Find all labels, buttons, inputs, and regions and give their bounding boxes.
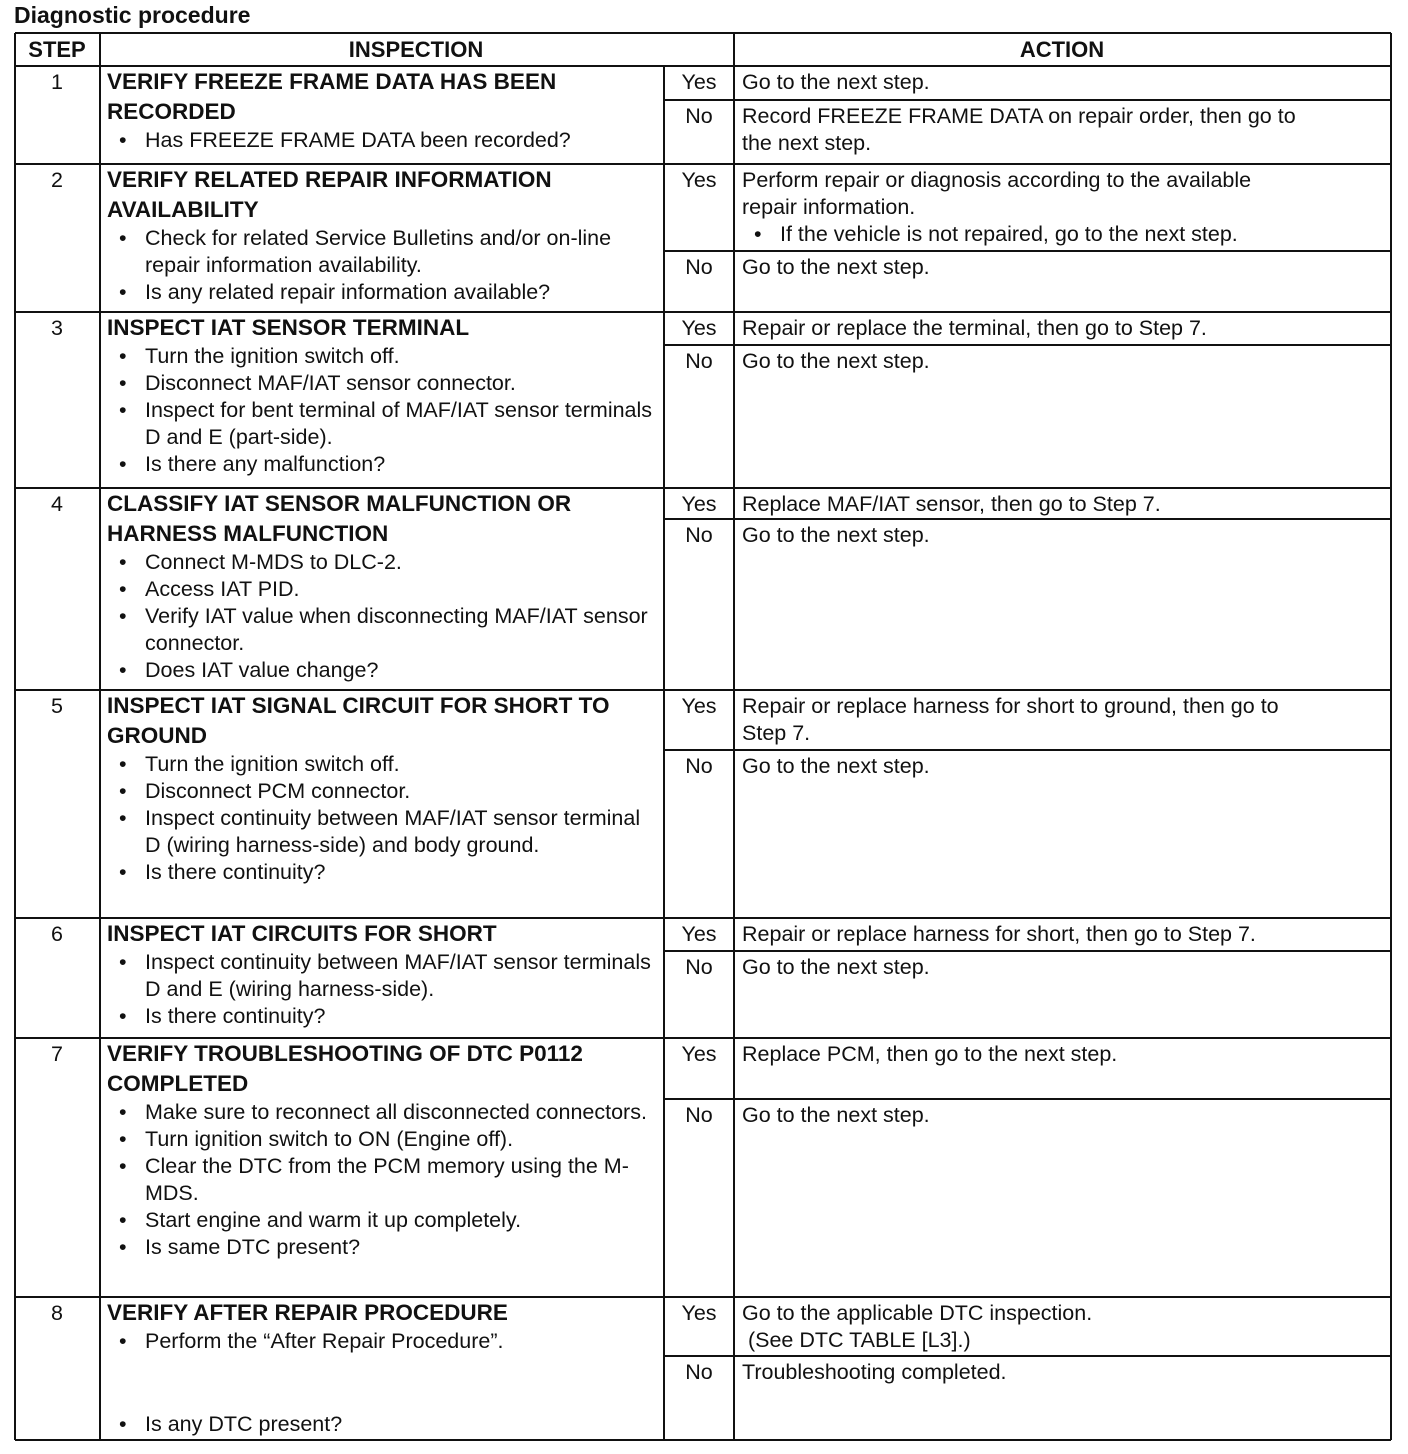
inspection-heading: VERIFY FREEZE FRAME DATA HAS BEEN bbox=[107, 69, 557, 94]
no-label: No bbox=[685, 104, 713, 128]
inspection-list bbox=[107, 225, 654, 306]
no-action bbox=[734, 753, 1392, 780]
step-number: 2 bbox=[51, 168, 63, 192]
inspection-item: • Disconnect MAF/IAT sensor connector. bbox=[107, 370, 654, 397]
inspection-heading: INSPECT IAT SENSOR TERMINAL bbox=[107, 315, 470, 340]
action-line: Go to the next step. bbox=[742, 349, 930, 373]
yes-action bbox=[734, 693, 1392, 747]
inspection-item: • Turn ignition switch to ON (Engine off). bbox=[107, 1126, 654, 1153]
inspection-item: • Start engine and warm it up completely. bbox=[107, 1207, 654, 1234]
inspection-item: • Is there any malfunction? bbox=[107, 451, 654, 478]
inspection-cell bbox=[100, 691, 664, 886]
inspection-list bbox=[107, 127, 654, 154]
no-action bbox=[734, 103, 1392, 157]
inspection-list bbox=[107, 1328, 654, 1438]
inspection-heading: RECORDED bbox=[107, 99, 236, 124]
action-line: (See DTC TABLE [L3].) bbox=[742, 1328, 971, 1352]
header-inspection: INSPECTION bbox=[348, 37, 484, 62]
inspection-heading: GROUND bbox=[107, 723, 207, 748]
no-action bbox=[734, 954, 1392, 981]
yes-label: Yes bbox=[681, 168, 717, 192]
yes-action bbox=[734, 167, 1392, 248]
inspection-item: • Inspect continuity between MAF/IAT sensor terminals D and E (wiring harness-side). bbox=[107, 949, 654, 1003]
action-line: Go to the next step. bbox=[742, 523, 930, 547]
inspection-cell bbox=[100, 919, 664, 1030]
inspection-item: • Is same DTC present? bbox=[107, 1234, 654, 1261]
step-number: 7 bbox=[51, 1042, 63, 1066]
no-action bbox=[734, 348, 1392, 375]
step-number: 8 bbox=[51, 1301, 63, 1325]
no-action bbox=[734, 522, 1392, 549]
spacer bbox=[107, 1355, 654, 1383]
action-line: Go to the next step. bbox=[742, 1103, 930, 1127]
yes-label: Yes bbox=[681, 1301, 717, 1325]
inspection-item: • Turn the ignition switch off. bbox=[107, 751, 654, 778]
inspection-heading: COMPLETED bbox=[107, 1071, 249, 1096]
inspection-item: • Does IAT value change? bbox=[107, 657, 654, 684]
no-label: No bbox=[685, 955, 713, 979]
inspection-cell bbox=[100, 1039, 664, 1261]
inspection-heading: VERIFY AFTER REPAIR PROCEDURE bbox=[107, 1300, 508, 1325]
inspection-item: • Connect M-MDS to DLC-2. bbox=[107, 549, 654, 576]
inspection-list bbox=[107, 1099, 654, 1261]
inspection-list bbox=[107, 751, 654, 886]
yes-label: Yes bbox=[681, 492, 717, 516]
yes-action bbox=[734, 921, 1392, 948]
inspection-heading: AVAILABILITY bbox=[107, 197, 259, 222]
header-step: STEP bbox=[28, 37, 86, 62]
inspection-heading: CLASSIFY IAT SENSOR MALFUNCTION OR bbox=[107, 491, 572, 516]
action-line: Troubleshooting completed. bbox=[742, 1360, 1007, 1384]
inspection-cell bbox=[100, 1298, 664, 1438]
yes-action bbox=[734, 1041, 1392, 1068]
inspection-item: • Is any related repair information available? bbox=[107, 279, 654, 306]
no-action bbox=[734, 1102, 1392, 1129]
yes-action bbox=[734, 491, 1392, 518]
action-line: Replace MAF/IAT sensor, then go to Step 7. bbox=[742, 492, 1161, 516]
inspection-cell bbox=[100, 165, 664, 306]
action-line: Replace PCM, then go to the next step. bbox=[742, 1042, 1118, 1066]
inspection-item: • Disconnect PCM connector. bbox=[107, 778, 654, 805]
yes-label: Yes bbox=[681, 694, 717, 718]
inspection-item: • Has FREEZE FRAME DATA been recorded? bbox=[107, 127, 654, 154]
step-number: 1 bbox=[51, 70, 63, 94]
inspection-cell bbox=[100, 313, 664, 478]
no-label: No bbox=[685, 255, 713, 279]
inspection-item: • Perform the “After Repair Procedure”. bbox=[107, 1328, 654, 1355]
step-number: 6 bbox=[51, 922, 63, 946]
action-line: Perform repair or diagnosis according to the available bbox=[742, 168, 1252, 192]
inspection-list bbox=[107, 343, 654, 478]
action-line: Go to the next step. bbox=[742, 754, 930, 778]
inspection-heading: INSPECT IAT SIGNAL CIRCUIT FOR SHORT TO bbox=[107, 693, 610, 718]
action-line: Repair or replace harness for short, then go to Step 7. bbox=[742, 922, 1256, 946]
inspection-heading: VERIFY RELATED REPAIR INFORMATION bbox=[107, 167, 552, 192]
inspection-item: • Clear the DTC from the PCM memory using the M-MDS. bbox=[107, 1153, 654, 1207]
inspection-item: • Inspect for bent terminal of MAF/IAT sensor terminals D and E (part-side). bbox=[107, 397, 654, 451]
action-line: Record FREEZE FRAME DATA on repair order, then go to bbox=[742, 104, 1296, 128]
action-line: Repair or replace the terminal, then go to Step 7. bbox=[742, 316, 1207, 340]
inspection-item: • Access IAT PID. bbox=[107, 576, 654, 603]
page-title: Diagnostic procedure bbox=[14, 2, 251, 28]
inspection-list bbox=[107, 949, 654, 1030]
inspection-item: • Is there continuity? bbox=[107, 1003, 654, 1030]
no-action bbox=[734, 254, 1392, 281]
no-label: No bbox=[685, 349, 713, 373]
action-line: repair information. bbox=[742, 195, 916, 219]
inspection-heading: HARNESS MALFUNCTION bbox=[107, 521, 389, 546]
spacer bbox=[107, 1383, 654, 1411]
inspection-cell bbox=[100, 489, 664, 684]
diagnostic-table bbox=[14, 32, 1392, 1441]
action-line: Step 7. bbox=[742, 721, 811, 745]
action-line: Go to the next step. bbox=[742, 955, 930, 979]
action-bullet: • If the vehicle is not repaired, go to the next step. bbox=[742, 221, 1384, 248]
inspection-item: • Turn the ignition switch off. bbox=[107, 343, 654, 370]
yes-action bbox=[734, 69, 1392, 96]
inspection-heading: VERIFY TROUBLESHOOTING OF DTC P0112 bbox=[107, 1041, 583, 1066]
inspection-item: • Make sure to reconnect all disconnected connectors. bbox=[107, 1099, 654, 1126]
inspection-item: • Verify IAT value when disconnecting MAF/IAT sensor connector. bbox=[107, 603, 654, 657]
no-label: No bbox=[685, 1360, 713, 1384]
action-bullets bbox=[742, 221, 1384, 248]
step-number: 5 bbox=[51, 694, 63, 718]
yes-label: Yes bbox=[681, 316, 717, 340]
yes-action bbox=[734, 1300, 1392, 1354]
inspection-heading: INSPECT IAT CIRCUITS FOR SHORT bbox=[107, 921, 497, 946]
action-line: Repair or replace harness for short to ground, then go to bbox=[742, 694, 1279, 718]
action-line: Go to the applicable DTC inspection. bbox=[742, 1301, 1093, 1325]
header-action: ACTION bbox=[1019, 37, 1105, 62]
no-action bbox=[734, 1359, 1392, 1386]
yes-label: Yes bbox=[681, 922, 717, 946]
yes-label: Yes bbox=[681, 1042, 717, 1066]
no-label: No bbox=[685, 754, 713, 778]
inspection-list bbox=[107, 549, 654, 684]
inspection-item: • Check for related Service Bulletins and/or on-line repair information availability. bbox=[107, 225, 654, 279]
step-number: 4 bbox=[51, 492, 63, 516]
inspection-item: • Is any DTC present? bbox=[107, 1411, 654, 1438]
no-label: No bbox=[685, 523, 713, 547]
inspection-cell bbox=[100, 67, 664, 154]
no-label: No bbox=[685, 1103, 713, 1127]
action-line: Go to the next step. bbox=[742, 70, 930, 94]
yes-action bbox=[734, 315, 1392, 342]
inspection-item: • Inspect continuity between MAF/IAT sensor terminal D (wiring harness-side) and body ground. bbox=[107, 805, 654, 859]
step-number: 3 bbox=[51, 316, 63, 340]
action-line: the next step. bbox=[742, 131, 872, 155]
yes-label: Yes bbox=[681, 70, 717, 94]
inspection-item: • Is there continuity? bbox=[107, 859, 654, 886]
action-line: Go to the next step. bbox=[742, 255, 930, 279]
